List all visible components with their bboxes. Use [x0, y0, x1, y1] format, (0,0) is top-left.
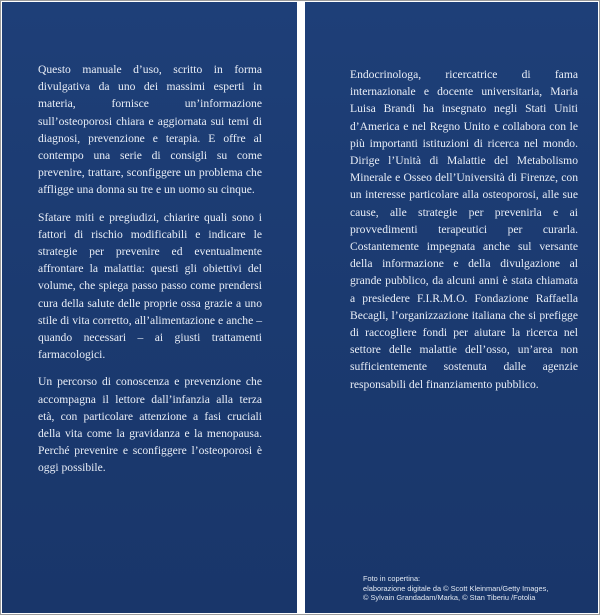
description-paragraph-1: Questo manuale d’uso, scritto in forma divulgativa da uno dei massimi esperti in materia, fornisce un’informazione sull’osteoporosi chiara e aggiornata sui temi di diagnosi, prevenzione e terapia. E offre al contempo una serie di consigli su come prevenire, trattare, sconfiggere un problema che affligge una donna su tre e un uomo su cinque.	[38, 63, 262, 197]
cover-photo-credits: Foto in copertina: elaborazione digitale da © Scott Kleinman/Getty Images, © Sylvain Grandadam/Marka, © Stan Tiberiu /Fotolia	[363, 574, 549, 603]
back-flap-panel	[305, 2, 598, 613]
description-paragraph-2: Sfatare miti e pregiudizi, chiarire quali sono i fattori di rischio modificabili e indicare le strategie per prevenire ed eventualmente affrontare la malattia: questi gli obiettivi del volume, che spiega passo passo come prendersi cura della salute delle proprie ossa grazie a uno stile di vita corretto, all’alimentazione e anche – quando necessari – ai giusti trattamenti farmacologici.	[38, 210, 262, 362]
author-bio-paragraph: Endocrinologa, ricercatrice di fama internazionale e docente universitaria, Maria Luisa Brandi ha insegnato negli Stati Uniti d’America e nel Regno Unito e collabora con le più importanti istituzioni di ricerca nel mondo. Dirige l’Unità di Malattie del Metabolismo Minerale e Osseo dell’Università di Firenze, con un interesse particolare alla osteoporosi, alle sue cause, alle strategie per prevenirla e ai provvedimenti terapeutici per curarla. Costantemente impegnata anche sul versante della informazione e della divulgazione al grande pubblico, da alcuni anni è stata chiamata a presiedere F.I.R.M.O. Fondazione Raffaella Becagli, l’organizzazione italiana che si prefigge di raccogliere fondi per aiutare la ricerca nel settore delle malattie dell’osso, un’area non sufficientemente sostenuta dalle agenzie responsabili del finanziamento pubblico.	[350, 68, 578, 391]
front-flap-panel	[2, 2, 297, 613]
description-paragraph-3: Un percorso di conoscenza e prevenzione che accompagna il lettore dall’infanzia alla terza età, con particolare attenzione a fasi cruciali della vita come la gravidanza e la menopausa. Perché prevenire e sconfiggere l’osteoporosi è oggi possibile.	[38, 375, 262, 475]
book-description	[38, 61, 262, 487]
author-biography	[350, 66, 578, 403]
